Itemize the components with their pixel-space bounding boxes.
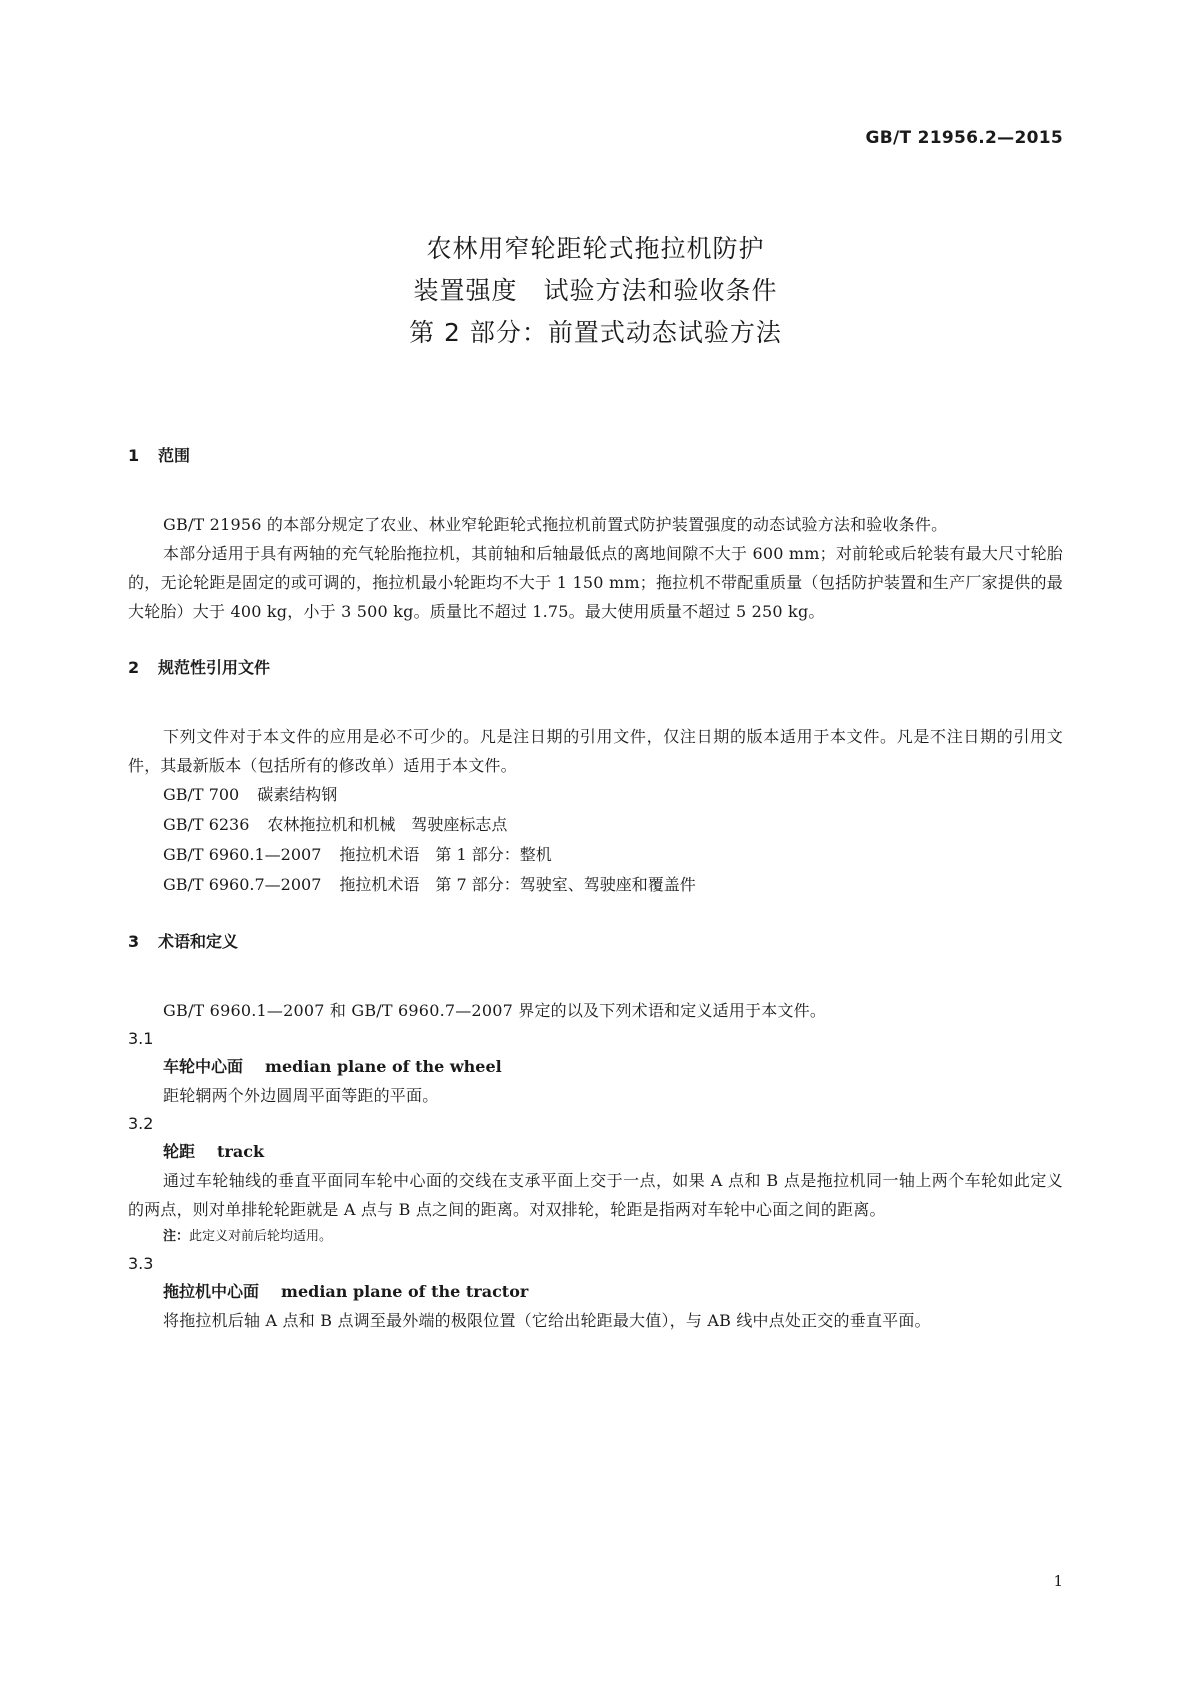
term-zh: 拖拉机中心面: [163, 1282, 260, 1301]
paragraph-scope-2: 本部分适用于具有两轴的充气轮胎拖拉机，其前轴和后轴最低点的离地间隙不大于 600 mm；对前轮或后轮装有最大尺寸轮胎的，无论轮距是固定的或可调的，拖拉机最小轮距均不大于 1 150 mm；拖拉机不带配重质量（包括防护装置和生产厂家提供的最大轮胎）大于 400 kg，小于 3 500 kg。质量比不超过 1.75。最大使用质量不超过 5 250 kg。: [128, 544, 1063, 621]
term-heading: [128, 1053, 1063, 1081]
term-definition: 将拖拉机后轴 A 点和 B 点调至最外端的极限位置（它给出轮距最大值），与 AB 线中点处正交的垂直平面。: [163, 1311, 931, 1330]
document-body: [128, 442, 1063, 1335]
paragraph-terms-intro: GB/T 6960.1—2007 和 GB/T 6960.7—2007 界定的以及下列术语和定义适用于本文件。: [163, 1001, 827, 1020]
term-heading: [128, 1138, 1063, 1166]
reference-name: 拖拉机术语 第 7 部分：驾驶室、驾驶座和覆盖件: [339, 875, 696, 894]
standard-number: GB/T 21956.2—2015: [865, 128, 1063, 148]
reference-item: [128, 810, 1063, 840]
reference-item: [128, 780, 1063, 810]
title-line-3: 第 2 部分：前置式动态试验方法: [409, 318, 782, 347]
term-note: [128, 1224, 1063, 1250]
reference-code: GB/T 6960.7—2007: [163, 875, 322, 894]
reference-code: GB/T 700: [163, 785, 240, 804]
paragraph-scope-1: GB/T 21956 的本部分规定了农业、林业窄轮距轮式拖拉机前置式防护装置强度的动态试验方法和验收条件。: [163, 515, 948, 534]
reference-item: [128, 840, 1063, 870]
section-number: 3: [128, 932, 140, 951]
section-heading-normative-references: [128, 654, 1063, 682]
section-number: 1: [128, 446, 140, 465]
term-number: 3.3: [128, 1254, 154, 1273]
section-number: 2: [128, 658, 140, 677]
paragraph-references-intro: 下列文件对于本文件的应用是必不可少的。凡是注日期的引用文件，仅注日期的版本适用于本文件。凡是不注日期的引用文件，其最新版本（包括所有的修改单）适用于本文件。: [128, 727, 1063, 775]
section-heading-scope: [128, 442, 1063, 470]
term-number: 3.1: [128, 1029, 154, 1048]
section-heading-terms: [128, 928, 1063, 956]
term-number: 3.2: [128, 1114, 154, 1133]
title-line-1: 农林用窄轮距轮式拖拉机防护: [426, 234, 765, 263]
page-number: 1: [1053, 1572, 1063, 1590]
note-text: 此定义对前后轮均适用。: [189, 1229, 333, 1244]
term-zh: 车轮中心面: [163, 1057, 244, 1076]
term-definition: 通过车轮轴线的垂直平面同车轮中心面的交线在支承平面上交于一点，如果 A 点和 B 点是拖拉机同一轴上两个车轮如此定义的两点，则对单排轮轮距就是 A 点与 B 点之间的距离。对双排轮，轮距是指两对车轮中心面之间的距离。: [128, 1171, 1063, 1219]
section-title: 规范性引用文件: [158, 658, 271, 677]
reference-name: 农林拖拉机和机械 驾驶座标志点: [267, 815, 508, 834]
term-definition: 距轮辋两个外边圆周平面等距的平面。: [163, 1086, 439, 1105]
document-title: [0, 228, 1191, 354]
reference-item: [128, 870, 1063, 900]
note-label: 注：: [163, 1229, 190, 1244]
reference-code: GB/T 6960.1—2007: [163, 845, 322, 864]
term-en: median plane of the tractor: [281, 1282, 529, 1301]
term-en: median plane of the wheel: [265, 1057, 502, 1076]
term-zh: 轮距: [163, 1142, 196, 1161]
section-title: 术语和定义: [158, 932, 239, 951]
reference-name: 碳素结构钢: [257, 785, 338, 804]
title-line-2: 装置强度 试验方法和验收条件: [413, 276, 778, 305]
term-en: track: [217, 1142, 265, 1161]
reference-name: 拖拉机术语 第 1 部分：整机: [339, 845, 552, 864]
reference-code: GB/T 6236: [163, 815, 250, 834]
term-heading: [128, 1278, 1063, 1306]
section-title: 范围: [158, 446, 191, 465]
